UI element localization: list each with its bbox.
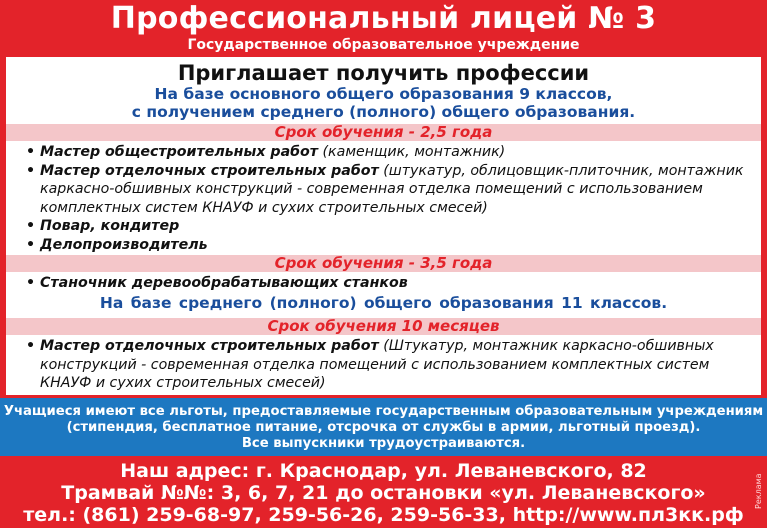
benefits-line-2: (стипендия, бесплатное питание, отсрочка от службы в армии, льготный проезд). bbox=[66, 420, 701, 435]
program-item bbox=[28, 162, 753, 218]
program-list-2 bbox=[28, 274, 753, 293]
benefits-line-3: Все выпускники трудоустраиваются. bbox=[241, 436, 526, 451]
program-name: Делопроизводитель bbox=[40, 236, 208, 253]
lyceum-title: Профессиональный лицей № 3 bbox=[110, 1, 657, 36]
program-desc: (Штукатур, монтажник каркасно-обшивных конструкций - современная отделка помещений с использованием комплектных систем КНАУФ и сухих строительных смесей) bbox=[40, 338, 714, 391]
program-item bbox=[28, 143, 753, 162]
program-list-1 bbox=[28, 143, 753, 254]
program-name: Мастер отделочных строительных работ bbox=[40, 338, 379, 354]
benefits-line-1: Учащиеся имеют все льготы, предоставляемые государственным образовательным учреждениям bbox=[3, 404, 764, 419]
program-desc: (штукатур, облицовщик-плиточник, монтажник каркасно-обшивных конструкций - современная отделка помещений с использованием комплектных систем КНАУФ и сухих строительных смесей) bbox=[40, 162, 744, 216]
program-item bbox=[28, 337, 753, 393]
programs-panel bbox=[6, 57, 761, 395]
duration-band-2-5: Срок обучения - 2,5 года bbox=[6, 124, 761, 141]
basis-9-classes bbox=[6, 85, 761, 121]
program-name: Станочник деревообрабатывающих станков bbox=[40, 275, 408, 291]
program-item bbox=[28, 217, 753, 236]
program-name: Мастер отделочных строительных работ bbox=[40, 162, 379, 179]
duration-band-3-5: Срок обучения - 3,5 года bbox=[6, 255, 761, 272]
basis-line-2: с получением среднего (полного) общего образования. bbox=[131, 103, 636, 121]
program-item bbox=[28, 236, 753, 255]
basis-11-classes: На базе среднего (полного) общего образования 11 классов. bbox=[99, 294, 668, 312]
address-line: Наш адрес: г. Краснодар, ул. Леваневского, 82 bbox=[120, 460, 647, 482]
institution-type: Государственное образовательное учреждение bbox=[187, 37, 580, 53]
program-list-3 bbox=[28, 337, 753, 393]
ad-mark: Реклама bbox=[754, 473, 763, 509]
contacts-line: тел.: (861) 259-68-97, 259-56-26, 259-56-33, http://www.пл3кк.рф bbox=[23, 504, 744, 526]
invite-heading: Приглашает получить профессии bbox=[177, 61, 590, 85]
program-name: Мастер общестроительных работ bbox=[40, 144, 319, 160]
program-name: Повар, кондитер bbox=[40, 218, 180, 234]
program-item bbox=[28, 274, 753, 293]
duration-band-10-months: Срок обучения 10 месяцев bbox=[6, 318, 761, 335]
benefits-bar bbox=[0, 398, 767, 456]
program-desc: (каменщик, монтажник) bbox=[318, 144, 506, 160]
basis-line-1: На базе основного общего образования 9 классов, bbox=[154, 85, 613, 103]
tram-line: Трамвай №№: 3, 6, 7, 21 до остановки «ул. Леваневского» bbox=[61, 482, 706, 504]
